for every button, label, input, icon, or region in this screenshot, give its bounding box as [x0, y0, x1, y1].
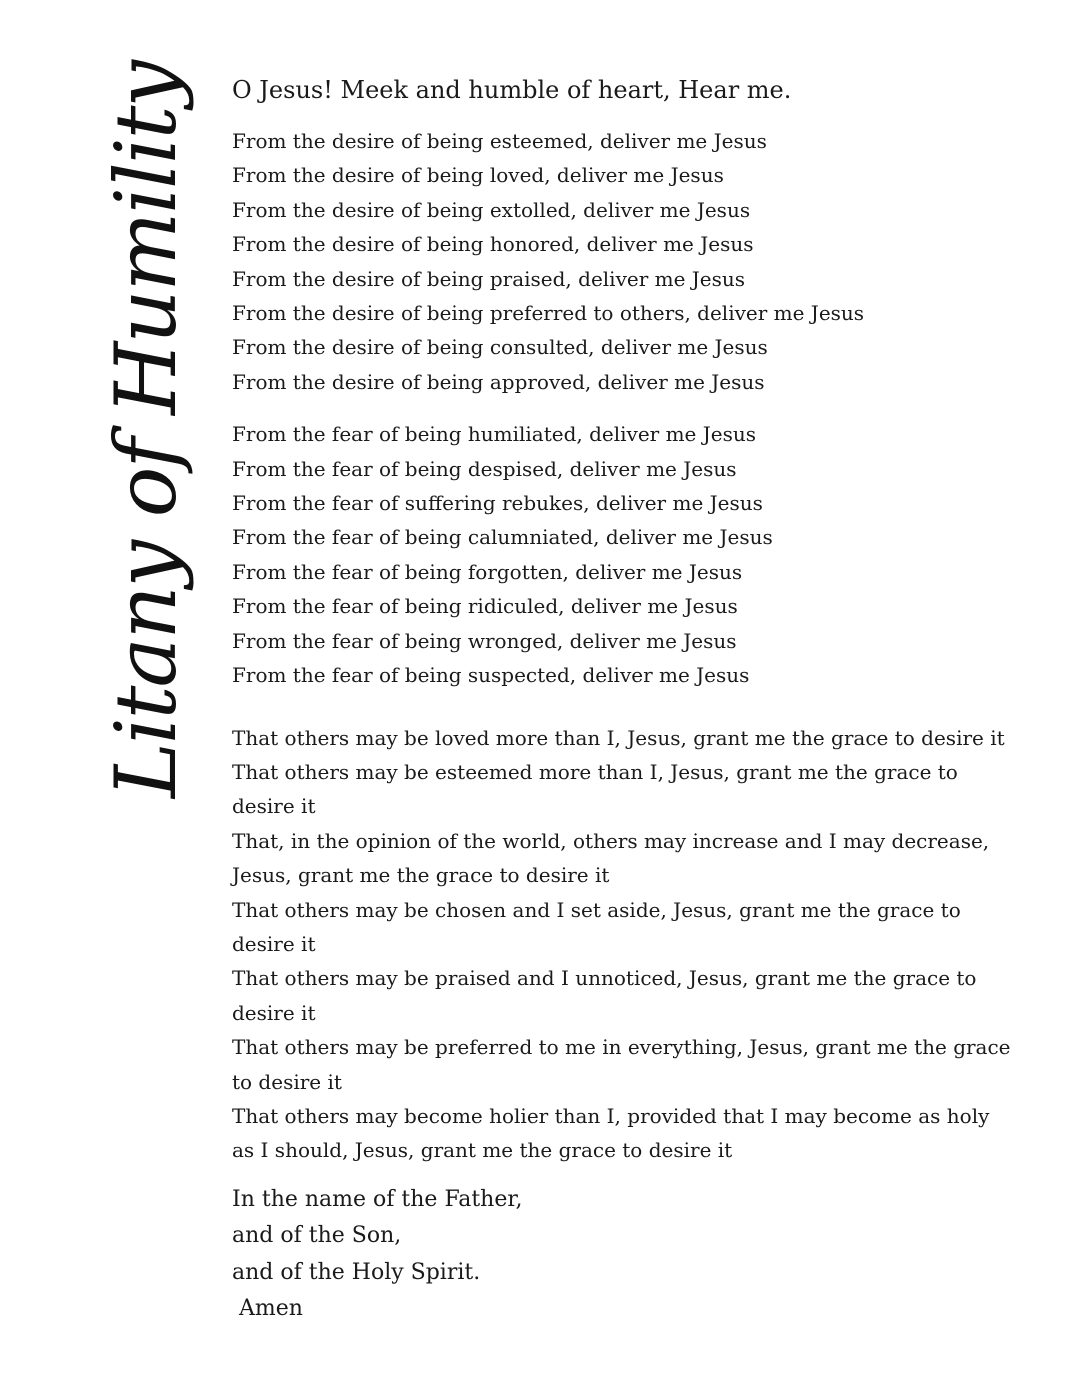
petition-line: That others may be esteemed more than I, Jesus, grant me the grace to desire it [232, 759, 958, 819]
closing-blessing [232, 1182, 1012, 1328]
grace-petitions [232, 721, 1012, 1168]
petition-line: That, in the opinion of the world, others may increase and I may decrease, Jesus, grant me the grace to desire it [232, 828, 990, 888]
petition-line: From the fear of being suspected, deliver me Jesus [232, 663, 750, 688]
petition-line: From the desire of being loved, deliver me Jesus [232, 163, 724, 188]
petition-line: From the fear of being forgotten, deliver me Jesus [232, 559, 743, 584]
desire-petitions [232, 124, 1012, 399]
prayer-text [232, 72, 1012, 1328]
petition-line: From the desire of being extolled, deliver me Jesus [232, 197, 751, 222]
petition-line: From the desire of being approved, deliver me Jesus [232, 369, 765, 394]
petition-line: That others may be loved more than I, Jesus, grant me the grace to desire it [232, 725, 1005, 750]
petition-line: From the desire of being esteemed, deliver me Jesus [232, 129, 767, 153]
petition-line: From the fear of being humiliated, deliver me Jesus [232, 422, 757, 447]
petition-line: That others may be praised and I unnoticed, Jesus, grant me the grace to desire it [232, 966, 977, 1025]
closing-line: and of the Holy Spirit. [232, 1259, 481, 1285]
petition-line: From the fear of being calumniated, deliver me Jesus [232, 525, 773, 550]
petition-line: From the desire of being consulted, deliver me Jesus [232, 335, 768, 360]
petition-line: From the fear of suffering rebukes, deliver me Jesus [232, 491, 763, 516]
intro-line: O Jesus! Meek and humble of heart, Hear me. [232, 76, 792, 104]
petition-line: From the desire of being honored, deliver me Jesus [232, 232, 754, 257]
closing-line: In the name of the Father, [232, 1186, 523, 1212]
petition-line: From the desire of being praised, deliver me Jesus [232, 266, 746, 291]
petition-line: From the fear of being wronged, deliver me Jesus [232, 628, 737, 653]
closing-line: and of the Son, [232, 1223, 402, 1249]
petition-line: From the desire of being preferred to others, deliver me Jesus [232, 301, 865, 326]
fear-petitions [232, 417, 1012, 692]
petition-line: That others may be preferred to me in everything, Jesus, grant me the grace to desire it [232, 1035, 1011, 1094]
petition-line: From the fear of being despised, deliver me Jesus [232, 456, 737, 481]
litany-title: Litany of Humility [97, 62, 195, 798]
amen-line: Amen [239, 1296, 303, 1322]
petition-line: That others may be chosen and I set aside, Jesus, grant me the grace to desire it [232, 897, 961, 956]
petition-line: From the fear of being ridiculed, deliver me Jesus [232, 594, 738, 619]
petition-line: That others may become holier than I, provided that I may become as holy as I should, Jesus, grant me the grace to desire it [232, 1103, 990, 1163]
